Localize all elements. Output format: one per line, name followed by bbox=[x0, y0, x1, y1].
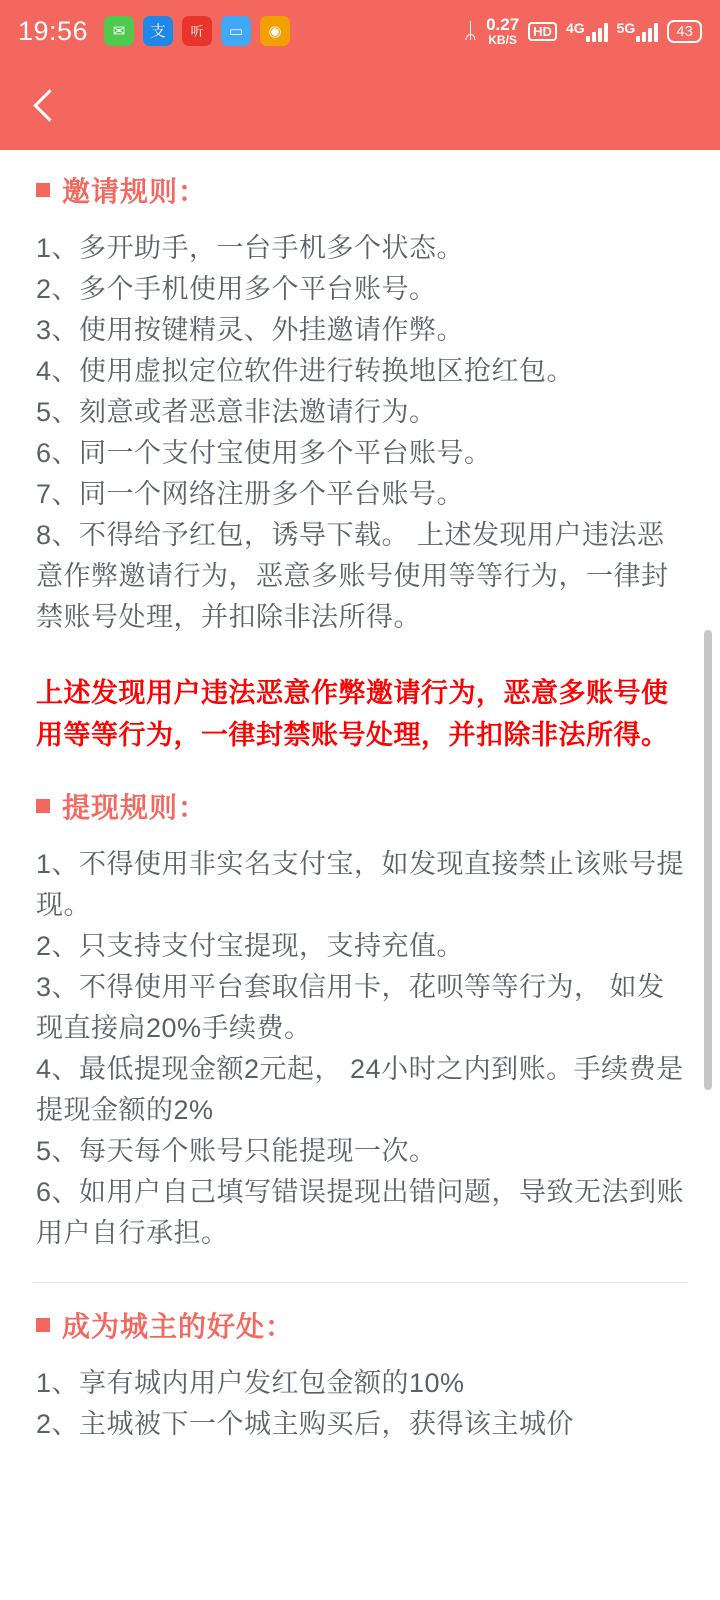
withdraw-rules-heading bbox=[36, 786, 698, 826]
alipay-icon: 支 bbox=[143, 16, 173, 46]
invite-rule-line: 3、使用按键精灵、外挂邀请作弊。 bbox=[36, 315, 465, 345]
message-icon: ▭ bbox=[221, 16, 251, 46]
bluetooth-icon: ᛦ bbox=[463, 18, 478, 43]
square-bullet-icon bbox=[36, 799, 50, 813]
kuaishou-icon: 听 bbox=[182, 16, 212, 46]
battery-icon: 43 bbox=[667, 20, 702, 43]
sim2-bars-icon bbox=[636, 20, 658, 42]
invite-rule-line: 4、使用虚拟定位软件进行转换地区抢红包。 bbox=[36, 356, 575, 386]
invite-rule-line: 1、多开助手，一台手机多个状态。 bbox=[36, 233, 465, 263]
withdraw-rule-line: 2、只支持支付宝提现，支持充值。 bbox=[36, 931, 465, 961]
sim1-label: 4G bbox=[565, 20, 585, 36]
status-clock: 19:56 bbox=[18, 15, 89, 46]
withdraw-rule-line: 6、如用户自己填写错误提现出错问题，导致无法到账用户自行承担。 bbox=[36, 1177, 685, 1248]
withdraw-rule-line: 4、最低提现金额2元起， 24小时之内到账。手续费是提现金额的2% bbox=[36, 1054, 684, 1125]
rules-content[interactable] bbox=[0, 150, 720, 1600]
back-icon[interactable] bbox=[26, 86, 66, 126]
invite-rule-line: 6、同一个支付宝使用多个平台账号。 bbox=[36, 438, 492, 468]
network-speed-indicator bbox=[486, 16, 519, 46]
sim1-signal-icon bbox=[566, 20, 608, 42]
invite-warning-text: 上述发现用户违法恶意作弊邀请行为，恶意多账号使用等等行为，一律封禁账号处理，并扣除非法所得。 bbox=[36, 678, 669, 750]
city-owner-line: 1、享有城内用户发红包金额的10% bbox=[36, 1368, 465, 1398]
sim1-bars-icon bbox=[586, 20, 608, 42]
city-owner-heading bbox=[36, 1305, 698, 1345]
withdraw-rule-line: 5、每天每个账号只能提现一次。 bbox=[36, 1136, 437, 1166]
square-bullet-icon bbox=[36, 183, 50, 197]
city-owner-line: 2、主城被下一个城主购买后，获得该主城价 bbox=[36, 1409, 575, 1439]
invite-rule-line: 7、同一个网络注册多个平台账号。 bbox=[36, 479, 465, 509]
withdraw-rules-title: 提现规则： bbox=[62, 792, 208, 823]
invite-rule-line: 8、不得给予红包，诱导下载。 上述发现用户违法恶意作弊邀请行为，恶意多账号使用等等行为，一律封禁账号处理，并扣除非法所得。 bbox=[36, 520, 669, 632]
square-bullet-icon bbox=[36, 1318, 50, 1332]
section-divider bbox=[32, 1282, 688, 1283]
wechat-icon: ✉ bbox=[104, 16, 134, 46]
city-owner-title: 成为城主的好处： bbox=[62, 1311, 295, 1342]
invite-rules-heading bbox=[36, 170, 698, 210]
network-speed-unit: KB/S bbox=[488, 32, 517, 47]
camera-icon: ◉ bbox=[260, 16, 290, 46]
sim2-signal-icon bbox=[617, 20, 659, 42]
status-right-icons bbox=[464, 16, 702, 46]
scrollbar-track[interactable] bbox=[708, 150, 716, 1600]
status-bar bbox=[0, 0, 720, 62]
scrollbar-thumb[interactable] bbox=[704, 630, 712, 1090]
invite-rule-line: 5、刻意或者恶意非法邀请行为。 bbox=[36, 397, 437, 427]
hd-icon: HD bbox=[528, 22, 557, 41]
withdraw-rule-line: 3、不得使用平台套取信用卡，花呗等等行为， 如发现直接扃20%手续费。 bbox=[36, 972, 665, 1043]
nav-bar bbox=[0, 62, 720, 150]
sim2-label: 5G bbox=[616, 20, 636, 36]
status-left-icons bbox=[104, 16, 464, 46]
invite-rules-title: 邀请规则： bbox=[62, 176, 208, 207]
withdraw-rule-line: 1、不得使用非实名支付宝，如发现直接禁止该账号提现。 bbox=[36, 849, 685, 920]
network-speed-value: 0.27 bbox=[486, 14, 520, 34]
invite-rule-line: 2、多个手机使用多个平台账号。 bbox=[36, 274, 437, 304]
